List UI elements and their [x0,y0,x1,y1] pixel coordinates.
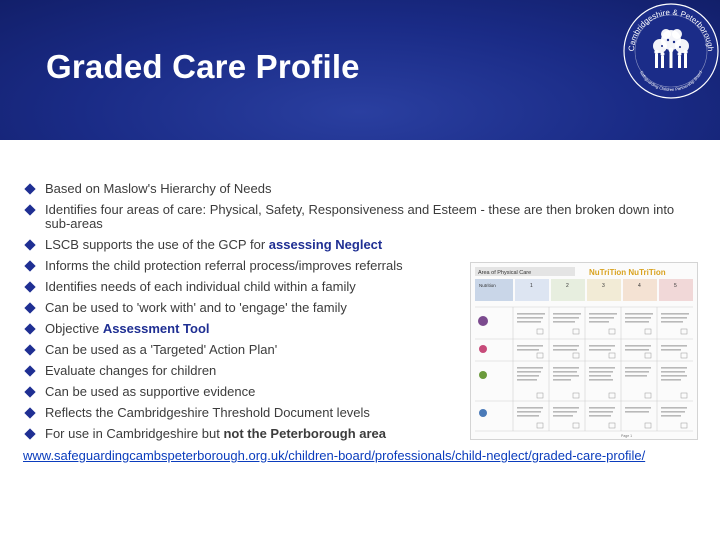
bullet-text: Can be used as supportive evidence [45,384,256,399]
bullet-text: Identifies four areas of care: Physical, Safety, Responsiveness and Esteem - these are then broken down into sub-areas [45,202,675,231]
bullet-text: Reflects the Cambridgeshire Threshold Document levels [45,405,370,420]
diamond-bullet-icon [24,239,35,250]
thumb-page: Page 1 [621,434,633,438]
bullet-item [24,238,684,252]
diamond-bullet-icon [24,344,35,355]
diamond-bullet-icon [24,407,35,418]
thumb-title: Area of Physical Care [478,270,532,276]
bullet-text: Can be used as a 'Targeted' Action Plan' [45,342,278,357]
thumb-grade: 1 [530,283,533,289]
diamond-bullet-icon [24,260,35,271]
bullet-strong: not the Peterborough area [223,426,387,441]
diamond-bullet-icon [24,302,35,313]
bullet-text: Based on Maslow's Hierarchy of Needs [45,181,272,196]
bullet-item [24,182,684,196]
logo-text-top: Cambridgeshire & Peterborough [626,7,716,52]
bullet-text: Informs the child protection referral process/improves referrals [45,258,403,273]
thumb-brand: NuTriTion NuTriTion [589,268,666,277]
partnership-logo [622,2,720,100]
slide-title: Graded Care Profile [46,48,360,85]
thumb-grade: 2 [566,283,569,289]
diamond-bullet-icon [24,183,35,194]
diamond-bullet-icon [24,365,35,376]
bullet-item [24,203,675,231]
bullet-text: Evaluate changes for children [45,363,217,378]
bullet-emphasis: Assessment Tool [102,321,210,336]
bullet-emphasis: assessing Neglect [268,237,383,252]
diamond-bullet-icon [24,428,35,439]
thumb-grade: 5 [674,283,677,289]
bullet-text: LSCB supports the use of the GCP for [45,237,269,252]
form-thumbnail-graphic [471,263,697,439]
diamond-bullet-icon [24,386,35,397]
thumb-grade: 4 [638,283,641,289]
form-thumbnail [470,262,698,440]
diamond-bullet-icon [24,281,35,292]
bullet-text: Identifies needs of each individual child within a family [45,279,356,294]
thumb-grade: 3 [602,283,605,289]
thumb-row-label: Nutrition [479,283,496,288]
diamond-bullet-icon [24,204,35,215]
bullet-text: For use in Cambridgeshire but [45,426,224,441]
logo-text-bottom: Safeguarding Children Partnership Board [638,69,704,93]
graded-care-link[interactable]: www.safeguardingcambspeterborough.org.uk/children-board/professionals/child-neglect/graded-care-profile/ [23,448,646,463]
header-band [0,0,720,140]
bullet-text: Objective [45,321,103,336]
diamond-bullet-icon [24,323,35,334]
bullet-text: Can be used to 'work with' and to 'engage' the family [45,300,347,315]
